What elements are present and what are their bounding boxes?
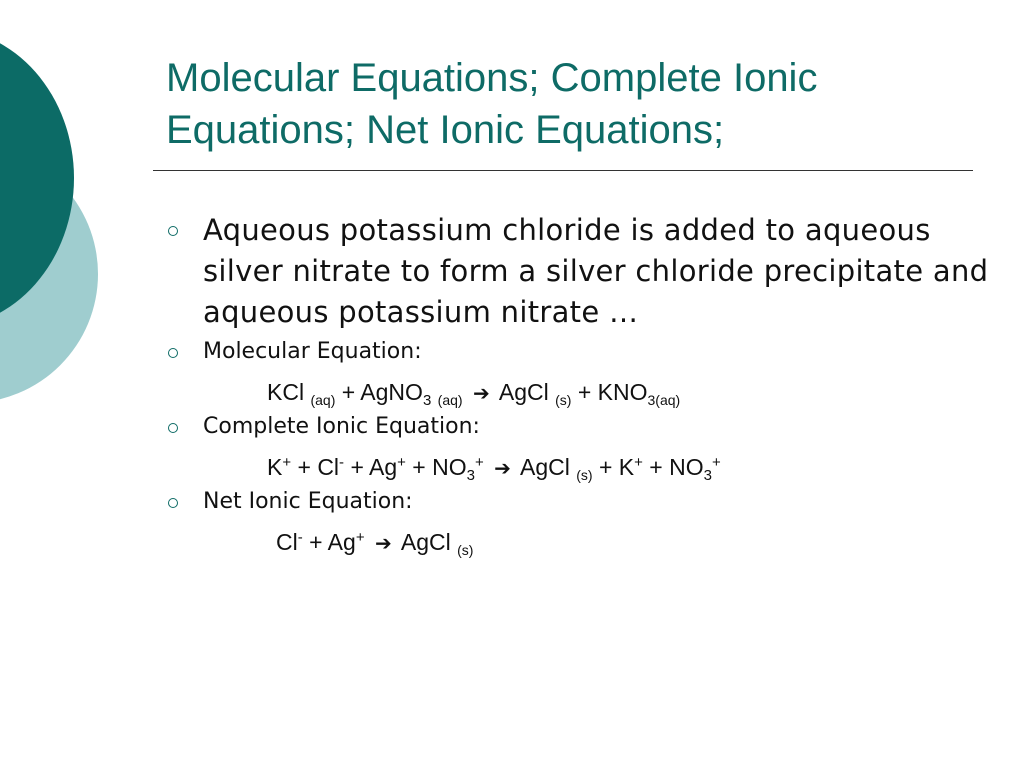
- bullet-molecular-heading: [160, 337, 990, 367]
- slide-body: [160, 210, 990, 558]
- molecular-heading: Molecular Equation:: [203, 339, 422, 364]
- bullet-ring-icon: [168, 498, 178, 508]
- complete-ionic-equation: $K^+ + Cl^- + Ag^+ + NO_3^+$ ➔ AgCl $_{(s)} + K^+ + NO_3^+$: [267, 454, 721, 484]
- net-ionic-equation: Cl- + Ag+ ➔ AgCl $_{(s)}$: [276, 529, 474, 558]
- title-divider: [153, 170, 973, 171]
- bullet-intro: [160, 210, 990, 333]
- bullet-ring-icon: [168, 348, 178, 358]
- reaction-arrow-icon: ➔: [494, 456, 511, 480]
- intro-text: Aqueous potassium chloride is added to aqueous silver nitrate to form a silver chloride precipitate and aqueous potassium nitrate …: [203, 213, 989, 329]
- bullet-complete-heading: [160, 412, 990, 442]
- bullet-ring-icon: [168, 423, 178, 433]
- slide-title: Molecular Equations; Complete Ionic Equations; Net Ionic Equations;: [166, 56, 818, 152]
- bullet-ring-icon: [168, 226, 178, 236]
- reaction-arrow-icon: ➔: [374, 531, 392, 555]
- reaction-arrow-icon: ➔: [472, 381, 490, 405]
- bullet-net-heading: [160, 487, 990, 517]
- net-heading: Net Ionic Equation:: [203, 489, 413, 514]
- complete-heading: Complete Ionic Equation:: [203, 414, 480, 439]
- molecular-equation: KCl $_{(aq)}$ + AgNO$_3$ $_{(aq)}$ ➔ AgCl $_{(s)} + KNO_{3(aq)}$: [267, 379, 681, 409]
